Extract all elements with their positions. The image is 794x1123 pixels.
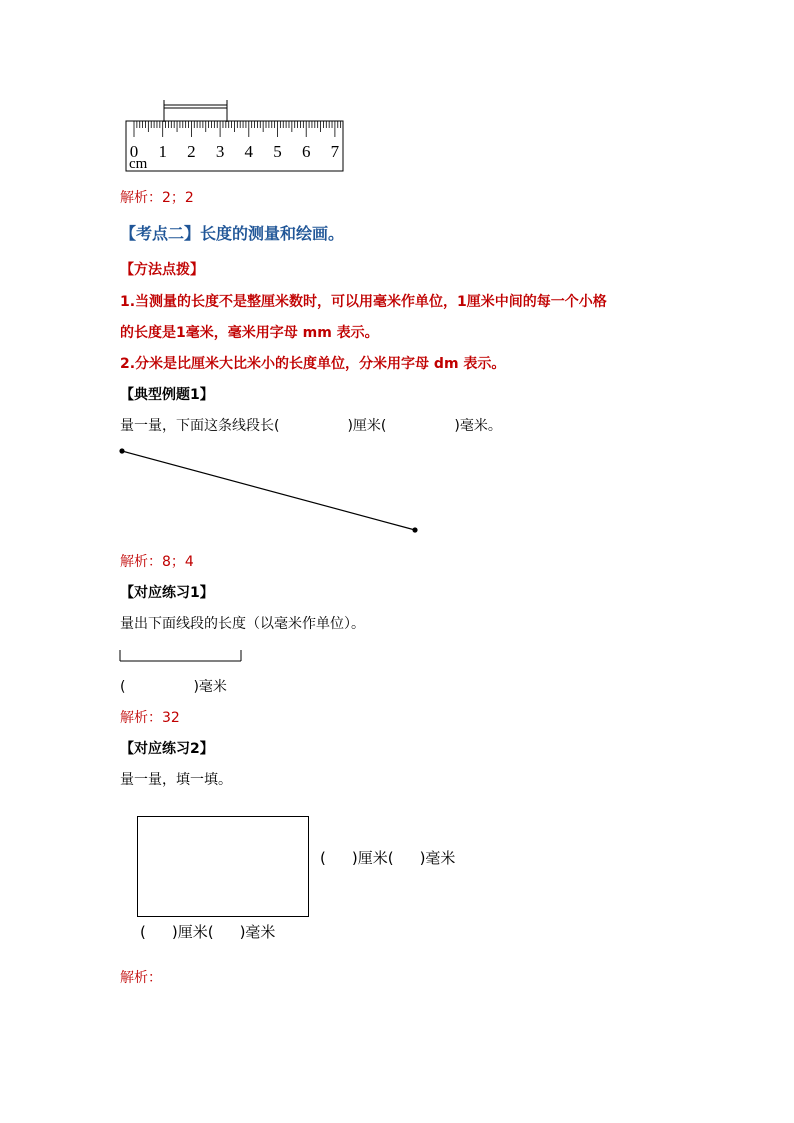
practice-1-segment-figure xyxy=(118,650,246,664)
example-1-header: 【典型例题1】 xyxy=(120,387,214,403)
ruler-number: 7 xyxy=(330,142,340,161)
method-header: 【方法点拨】 xyxy=(120,262,204,278)
ruler-number: 4 xyxy=(244,142,254,161)
right-open: ( xyxy=(320,849,326,867)
practice-1-answer: 解析：32 xyxy=(120,710,180,726)
answer-1: 解析：2；2 xyxy=(120,190,194,206)
practice-1-answer-line xyxy=(120,676,227,696)
example-1-answer: 解析：8；4 xyxy=(120,554,194,570)
practice-1-close: )毫米 xyxy=(193,679,227,695)
ruler-ticks xyxy=(134,121,341,137)
practice-1-question: 量出下面线段的长度（以毫米作单位）。 xyxy=(120,616,365,632)
practice-2-question: 量一量，填一填。 xyxy=(120,772,232,788)
practice-1-header: 【对应练习1】 xyxy=(120,585,214,601)
ruler-unit: cm xyxy=(129,156,148,172)
example-1-segment xyxy=(122,451,415,530)
ruler-figure xyxy=(120,96,360,176)
example-1-segment-figure xyxy=(114,444,424,539)
ruler-number: 6 xyxy=(301,142,311,161)
topic-2-heading: 【考点二】长度的测量和绘画。 xyxy=(120,224,345,243)
ruler-number: 0 xyxy=(129,142,139,161)
segment-endpoint-end xyxy=(412,527,417,532)
practice-2-header: 【对应练习2】 xyxy=(120,741,214,757)
method-line-2: 的长度是1毫米，毫米用字母 mm 表示。 xyxy=(120,325,379,341)
bottom-open: ( xyxy=(140,923,146,941)
practice-1-open: ( xyxy=(120,679,126,695)
bottom-cm: )厘米( xyxy=(171,923,214,941)
bottom-mm: )毫米 xyxy=(239,923,276,941)
method-line-3: 2.分米是比厘米大比米小的长度单位，分米用字母 dm 表示。 xyxy=(120,356,506,372)
ruler-number: 3 xyxy=(215,142,225,161)
practice-2-bottom-answer-line xyxy=(140,921,275,942)
practice-2-right-answer-line xyxy=(320,847,455,868)
example-1-question-c: )毫米。 xyxy=(454,418,502,434)
method-line-1: 1.当测量的长度不是整厘米数时，可以用毫米作单位，1厘米中间的每一个小格 xyxy=(120,294,607,310)
example-1-question-b: )厘米( xyxy=(347,418,387,434)
example-1-question-a: 量一量，下面这条线段长( xyxy=(120,418,280,434)
practice-2-answer: 解析： xyxy=(120,970,162,986)
ruler-number: 5 xyxy=(273,142,282,161)
ruler-number: 2 xyxy=(187,142,196,161)
practice-2-rectangle xyxy=(137,816,309,917)
right-cm: )厘米( xyxy=(351,849,394,867)
ruler-labels xyxy=(130,142,340,161)
example-1-question xyxy=(120,415,502,435)
segment-endpoint-start xyxy=(119,448,124,453)
ruler-number: 1 xyxy=(158,142,167,161)
right-mm: )毫米 xyxy=(419,849,456,867)
